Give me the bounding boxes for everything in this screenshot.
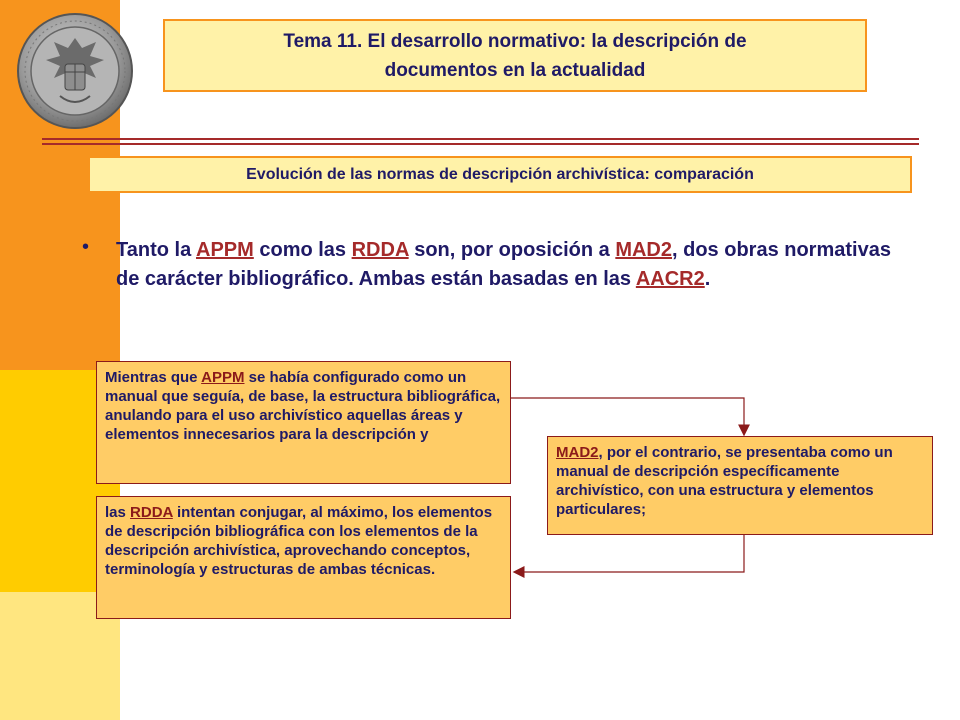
bullet-text-part: . <box>704 268 711 290</box>
divider-line-bottom <box>42 143 919 145</box>
term-appm: APPM <box>201 369 245 386</box>
connector-appm-to-mad2 <box>511 398 744 434</box>
box-text: se había configurado como un manual que seguía, de base, la estructura bibliográfica, anulando para el uso archivístico aquellas áreas y elementos innecesarios para la descripción y <box>105 369 501 443</box>
term-rdda: RDDA <box>351 239 409 261</box>
box-text: Mientras que <box>105 369 202 386</box>
box-text: las <box>105 504 131 521</box>
bullet-paragraph <box>116 236 896 294</box>
mad2-description-box <box>547 436 933 535</box>
term-mad2: MAD2 <box>556 444 599 461</box>
appm-description-box <box>96 361 511 484</box>
bullet-marker: • <box>82 236 90 258</box>
divider-line-top <box>42 138 919 140</box>
subtitle-text: Evolución de las normas de descripción archivística: comparación <box>246 165 754 183</box>
term-rdda: RDDA <box>130 504 173 521</box>
title-line-2: documentos en la actualidad <box>384 59 646 81</box>
term-appm: APPM <box>196 239 254 261</box>
connector-mad2-to-rdda <box>515 535 744 572</box>
section-subtitle <box>88 156 912 193</box>
bullet-text-part: Tanto la <box>116 239 196 261</box>
term-aacr2: AACR2 <box>635 268 705 290</box>
box-text: , por el contrario, se presentaba como un manual de descripción específicamente archivístico, con una estructura y elementos particulares; <box>556 444 893 518</box>
bullet-text-part: , dos obras normativas de carácter bibliográfico. Ambas están basadas en las <box>116 239 891 290</box>
bullet-text-part: como las <box>253 239 352 261</box>
bullet-text-part: son, por oposición a <box>408 239 616 261</box>
term-mad2: MAD2 <box>615 239 672 261</box>
box-text: intentan conjugar, al máximo, los elementos de descripción bibliográfica con los elementos de la descripción archivística, aprovechando conceptos, terminología y estructuras de ambas técnicas. <box>105 504 493 578</box>
rdda-description-box <box>96 496 511 619</box>
title-line-1: Tema 11. El desarrollo normativo: la descripción de <box>283 30 747 52</box>
university-seal-icon <box>16 12 134 130</box>
page-title <box>163 19 867 92</box>
